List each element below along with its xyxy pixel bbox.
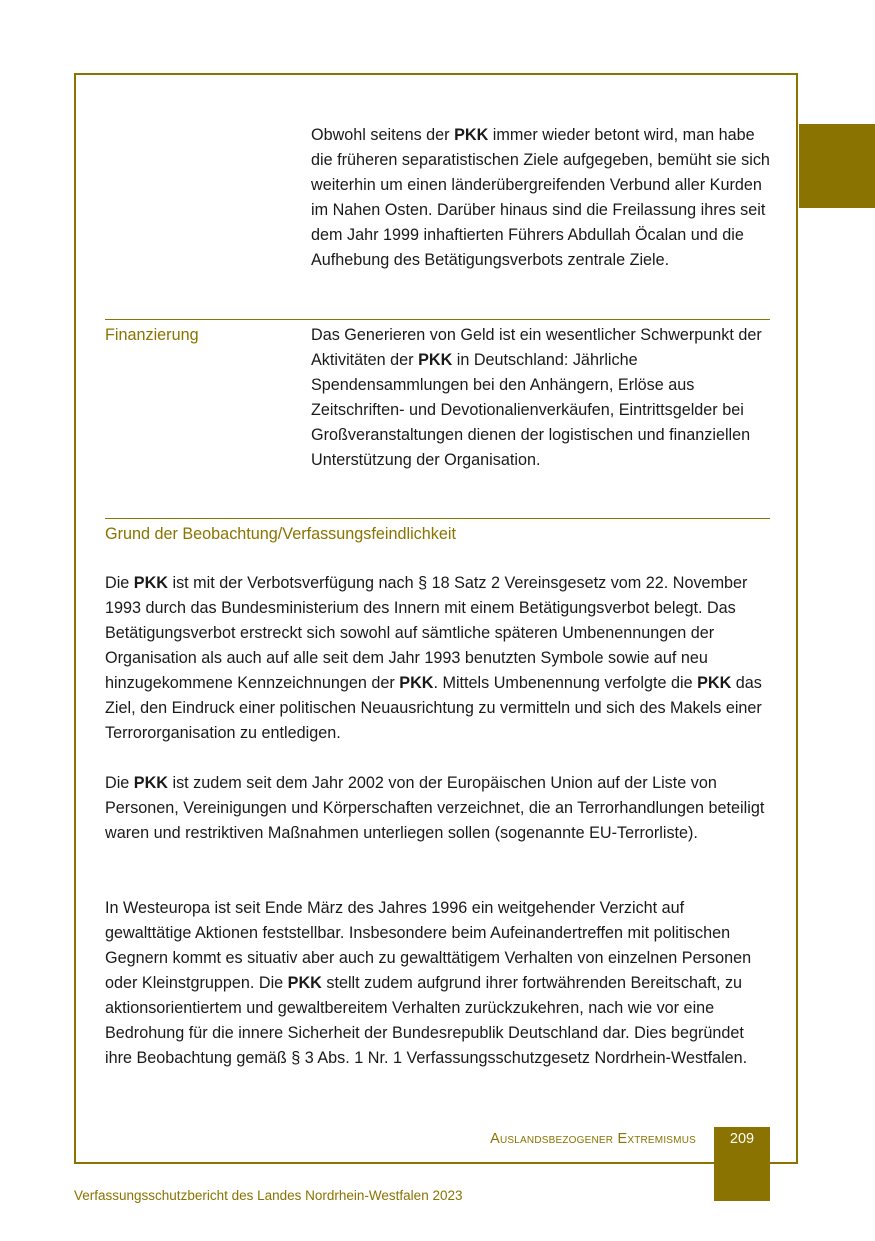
divider-financing (105, 319, 770, 320)
financing-text (311, 323, 771, 473)
footer-section-title: Auslandsbezogener Extremismus (490, 1131, 696, 1147)
intro-paragraph (311, 123, 771, 273)
bold-term: PKK (133, 774, 168, 792)
page-number: 209 (729, 1131, 755, 1147)
text-run: das Ziel, den Eindruck einer politischen Neuausrichtung zu vermitteln und sich des Makels einer Terrororganisation zu entledigen. (105, 674, 762, 742)
chapter-tab (799, 124, 875, 208)
text-run: . Mittels Umbenennung verfolgte die (433, 674, 698, 692)
divider-observation (105, 518, 770, 519)
text-run: stellt zudem aufgrund ihrer fortwährenden Bereitschaft, zu aktionsorientiertem und gewaltbereitem Verhalten zurückzukehren, nach wie vor eine Bedrohung für die innere Sicherheit der Bundesrepublik Deutschland dar. Dies begründet ihre Beobachtung gemäß § 3 Abs. 1 Nr. 1 Verfassungsschutzgesetz Nordrhein-Westfalen. (105, 974, 748, 1067)
bold-term: PKK (399, 674, 434, 692)
bold-term: PKK (697, 674, 732, 692)
text-run: in Deutschland: Jährliche Spendensammlungen bei den Anhängern, Erlöse aus Zeitschriften- und Devotionalienverkäufen, Eintrittsgelder bei Großveranstaltungen dienen der logistischen und finanziellen Unterstützung der Organisation. (311, 351, 751, 469)
financing-label: Finanzierung (105, 326, 199, 344)
bold-term: PKK (133, 574, 168, 592)
observation-paragraph-3 (105, 896, 770, 1071)
bold-term: PKK (287, 974, 322, 992)
text-run: Die (105, 574, 134, 592)
text-run: ist mit der Verbotsverfügung nach § 18 Satz 2 Vereinsgesetz vom 22. November 1993 durch das Bundesministerium des Innern mit einem Betätigungsverbot belegt. Das Betätigungsverbot erstreckt sich sowohl auf sämtliche späteren Umbenennungen der Organisation als auch auf alle seit dem Jahr 1993 benutzten Symbole sowie auf neu hinzugekommene Kennzeichnungen der (105, 574, 748, 692)
bold-term: PKK (454, 126, 489, 144)
observation-heading: Grund der Beobachtung/Verfassungsfeindlichkeit (105, 525, 456, 543)
text-run: In Westeuropa ist seit Ende März des Jahres 1996 ein weitgehender Verzicht auf gewalttätige Aktionen feststellbar. Insbesondere beim Aufeinandertreffen mit politischen Gegnern kommt es situativ aber auch zu gewalttätigem Verhalten von einzelnen Personen oder Kleinstgruppen. Die (105, 899, 752, 992)
text-run: immer wieder betont wird, man habe die früheren separatistischen Ziele aufgegeben, bemüht sie sich weiterhin um einen länderübergreifenden Verbund aller Kurden im Nahen Osten. Darüber hinaus sind die Freilassung ihres seit dem Jahr 1999 inhaftierten Führers Abdullah Öcalan und die Aufhebung des Betätigungsverbots zentrale Ziele. (311, 126, 770, 269)
text-run: Die (105, 774, 134, 792)
observation-paragraph-1 (105, 571, 770, 746)
text-run: Das Generieren von Geld ist ein wesentlicher Schwerpunkt der Aktivitäten der (311, 326, 762, 369)
bold-term: PKK (418, 351, 453, 369)
publication-title: Verfassungsschutzbericht des Landes Nordrhein-Westfalen 2023 (74, 1188, 463, 1203)
observation-paragraph-2 (105, 771, 770, 846)
text-run: Obwohl seitens der (311, 126, 455, 144)
text-run: ist zudem seit dem Jahr 2002 von der Europäischen Union auf der Liste von Personen, Vereinigungen und Körperschaften verzeichnet, die an Terrorhandlungen beteiligt waren und restriktiven Maßnahmen unterliegen sollen (sogenannte EU-Terrorliste). (105, 774, 765, 842)
